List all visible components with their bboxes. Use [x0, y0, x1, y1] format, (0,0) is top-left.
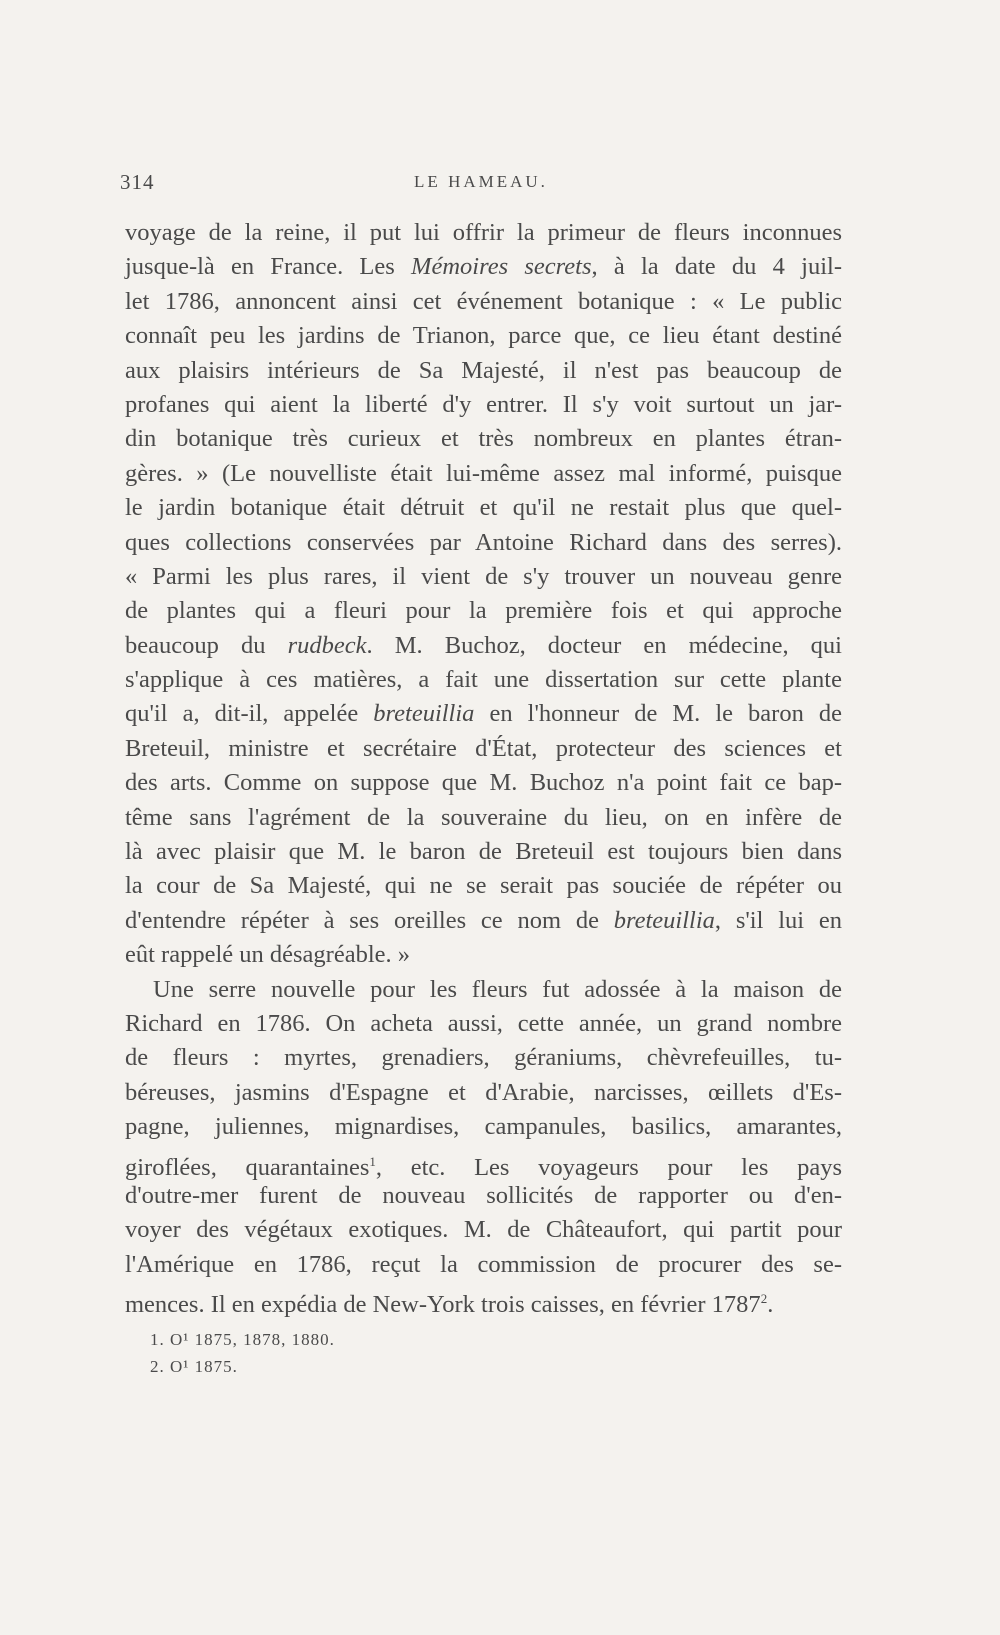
text-run: d'entendre répéter à ses oreilles ce nom de	[125, 906, 614, 934]
text-line	[125, 422, 842, 456]
text-line	[125, 491, 842, 525]
text-line	[125, 216, 842, 250]
text-run: pagne, juliennes, mignardises, campanules, basilics, amarantes,	[125, 1113, 842, 1141]
text-run: . M. Buchoz, docteur en médecine, qui	[366, 631, 842, 659]
text-line	[125, 1145, 842, 1179]
text-run: Richard en 1786. On acheta aussi, cette année, un grand nombre	[125, 1009, 842, 1037]
text-run: aux plaisirs intérieurs de Sa Majesté, il n'est pas beaucoup de	[125, 356, 842, 384]
text-run: , etc. Les voyageurs pour les pays	[375, 1153, 842, 1181]
italic-run: rudbeck	[287, 631, 367, 659]
text-run: gères. » (Le nouvelliste était lui-même assez mal informé, puisque	[125, 459, 842, 487]
italic-run: breteuillia	[613, 906, 715, 934]
text-line	[125, 869, 842, 903]
text-line	[125, 1282, 842, 1319]
text-line	[125, 766, 842, 800]
text-line	[125, 526, 842, 560]
text-line	[125, 1110, 842, 1144]
text-run: giroflées, quarantaines	[125, 1153, 370, 1181]
text-run: din botanique très curieux et très nombreux en plantes étran-	[125, 425, 842, 453]
text-line	[125, 250, 842, 284]
text-line	[125, 973, 842, 1007]
text-line	[125, 801, 842, 835]
footnote-ref: 2	[760, 1291, 768, 1307]
text-line	[125, 938, 842, 972]
text-line	[125, 1076, 842, 1110]
text-run: béreuses, jasmins d'Espagne et d'Arabie, narcisses, œillets d'Es-	[125, 1078, 842, 1106]
text-line	[125, 354, 842, 388]
text-run: beaucoup du	[125, 631, 288, 659]
text-run: eût rappelé un désagréable. »	[125, 941, 411, 969]
text-run: tême sans l'agrément de la souveraine du lieu, on en infère de	[125, 803, 842, 831]
text-run: connaît peu les jardins de Trianon, parce que, ce lieu étant destiné	[125, 322, 842, 350]
text-line	[125, 629, 842, 663]
text-run: de plantes qui a fleuri pour la première fois et qui approche	[125, 597, 842, 625]
text-run: qu'il a, dit-il, appelée	[125, 700, 374, 728]
footnote: 1. O¹ 1875, 1878, 1880.	[150, 1330, 335, 1349]
text-line	[125, 663, 842, 697]
text-line	[125, 904, 842, 938]
text-line	[125, 732, 842, 766]
text-line	[125, 835, 842, 869]
page-number: 314	[120, 170, 155, 194]
text-line	[125, 1213, 842, 1247]
text-run: d'outre-mer furent de nouveau sollicités de rapporter ou d'en-	[125, 1181, 842, 1209]
text-line	[125, 1041, 842, 1075]
text-line	[125, 1007, 842, 1041]
text-line	[125, 388, 842, 422]
text-run: .	[767, 1291, 774, 1319]
footnote: 2. O¹ 1875.	[150, 1357, 238, 1376]
running-head	[120, 170, 842, 200]
footnote-ref: 1	[369, 1153, 376, 1169]
text-run: là avec plaisir que M. le baron de Breteuil est toujours bien dans	[125, 838, 842, 866]
text-run: ques collections conservées par Antoine Richard dans des serres).	[125, 528, 842, 556]
italic-run: breteuillia	[373, 700, 475, 728]
italic-run: Mémoires secrets	[411, 253, 592, 281]
text-line	[125, 285, 842, 319]
text-line	[125, 594, 842, 628]
text-line	[125, 319, 842, 353]
text-run: , à la date du 4 juil-	[591, 253, 842, 281]
footnotes	[150, 1326, 550, 1380]
text-run: mences. Il en expédia de New-York trois caisses, en février 1787	[125, 1291, 761, 1319]
text-run: de fleurs : myrtes, grenadiers, géraniums, chèvrefeuilles, tu-	[125, 1044, 842, 1072]
text-run: « Parmi les plus rares, il vient de s'y trouver un nouveau genre	[125, 562, 842, 590]
text-run: la cour de Sa Majesté, qui ne se serait pas souciée de répéter ou	[125, 872, 842, 900]
text-run: des arts. Comme on suppose que M. Buchoz n'a point fait ce bap-	[125, 769, 842, 797]
text-line	[125, 1248, 842, 1282]
text-line	[125, 697, 842, 731]
text-run: voyage de la reine, il put lui offrir la primeur de fleurs inconnues	[125, 219, 842, 246]
text-run: jusque-là en France. Les	[125, 253, 412, 281]
text-run: l'Amérique en 1786, reçut la commission de procurer des se-	[125, 1250, 842, 1278]
text-run: s'applique à ces matières, a fait une dissertation sur cette plante	[125, 666, 842, 694]
text-line	[125, 560, 842, 594]
text-line	[125, 457, 842, 491]
text-line	[125, 1179, 842, 1213]
text-run: voyer des végétaux exotiques. M. de Châteaufort, qui partit pour	[125, 1216, 842, 1244]
text-run: let 1786, annoncent ainsi cet événement botanique : « Le public	[125, 287, 842, 315]
body-text	[125, 216, 842, 1317]
text-run: en l'honneur de M. le baron de	[474, 700, 842, 728]
text-run: profanes qui aient la liberté d'y entrer. Il s'y voit surtout un jar-	[125, 390, 842, 418]
running-title: LE HAMEAU.	[414, 172, 548, 191]
text-run: Une serre nouvelle pour les fleurs fut adossée à la maison de	[153, 975, 842, 1003]
text-run: le jardin botanique était détruit et qu'il ne restait plus que quel-	[125, 494, 842, 522]
text-run: Breteuil, ministre et secrétaire d'État, protecteur des sciences et	[125, 734, 842, 762]
text-run: , s'il lui en	[714, 906, 842, 934]
